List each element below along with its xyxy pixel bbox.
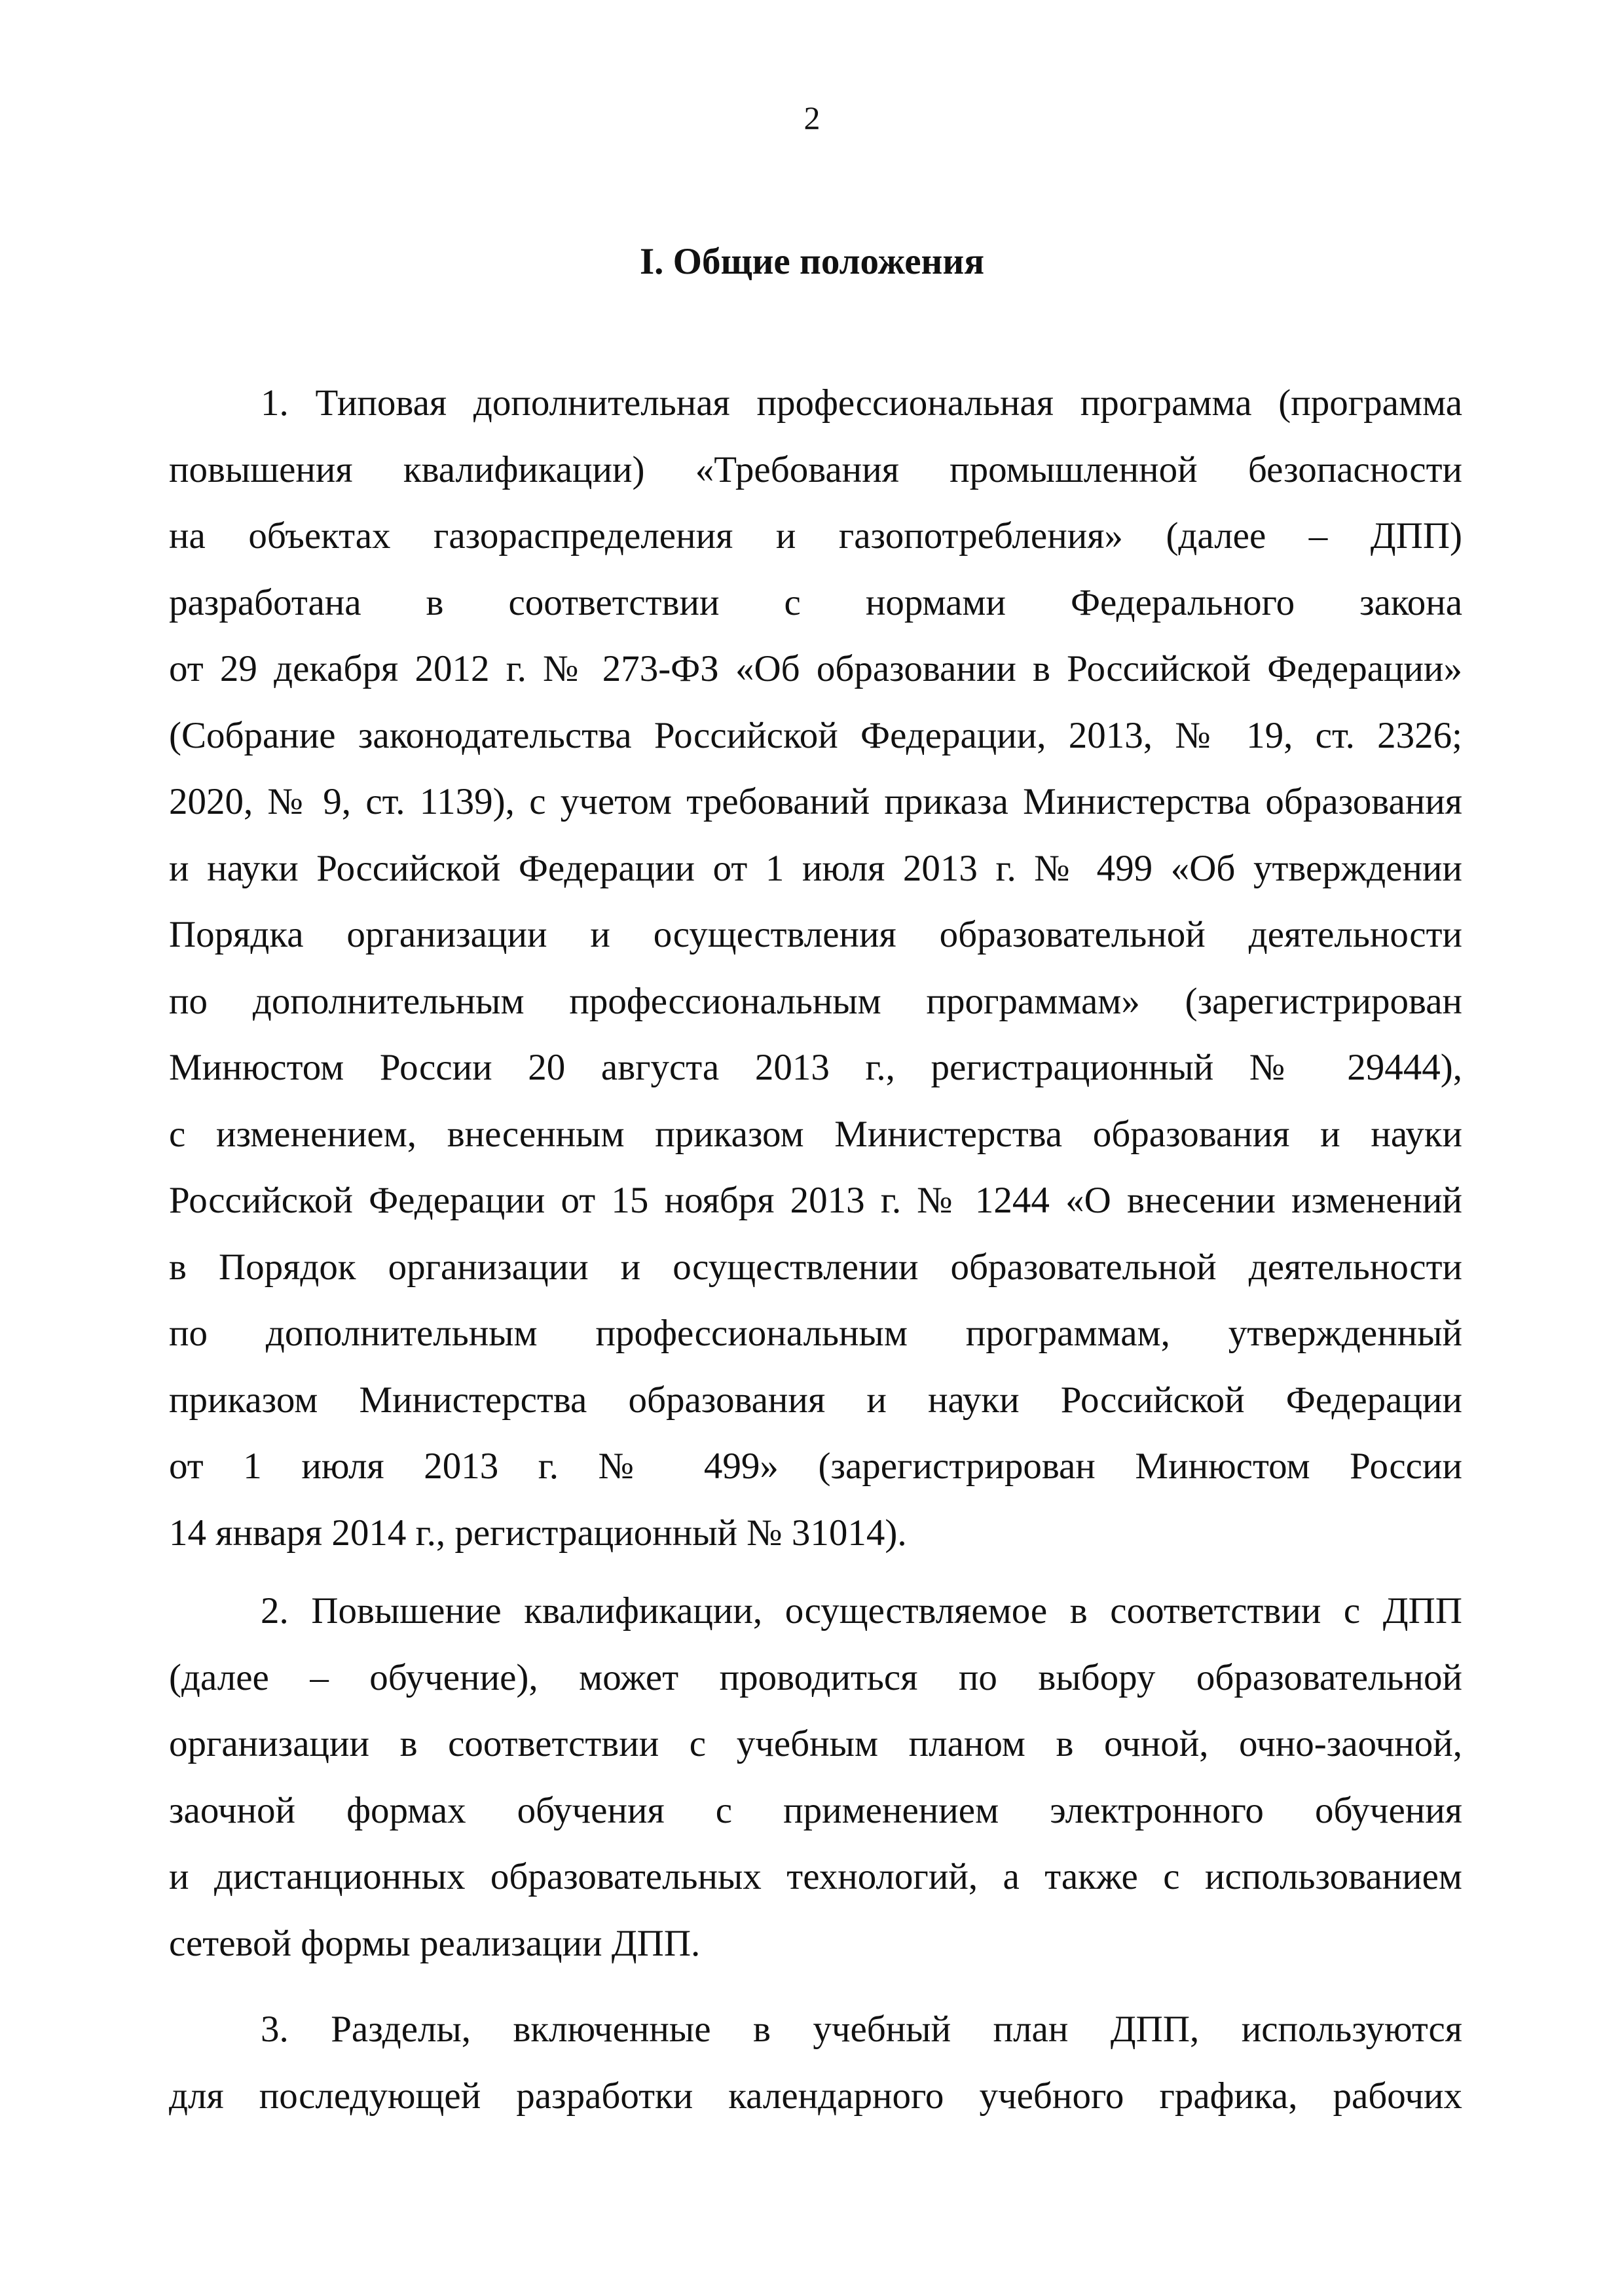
page-number: 2 xyxy=(803,100,821,136)
text-line: приказом Министерства образования и науки Российской Федерации xyxy=(169,1379,1462,1421)
text-line: 3. Разделы, включенные в учебный план ДПП, используются xyxy=(261,2009,1462,2050)
text-line: от 29 декабря 2012 г. № 273-ФЗ «Об образовании в Российской Федерации» xyxy=(169,648,1462,689)
paragraph-1 xyxy=(169,370,1462,1566)
text-line: Российской Федерации от 15 ноября 2013 г. № 1244 «О внесении изменений xyxy=(169,1180,1462,1221)
body-text xyxy=(169,370,1462,2129)
text-line: и дистанционных образовательных технологий, а также с использованием xyxy=(169,1856,1462,1897)
text-line: на объектах газораспределения и газопотребления» (далее – ДПП) xyxy=(169,515,1462,556)
text-line: по дополнительным профессиональным программам, утвержденный xyxy=(169,1313,1462,1354)
text-line: 14 января 2014 г., регистрационный № 31014). xyxy=(169,1512,907,1554)
text-line: 2020, № 9, ст. 1139), с учетом требований приказа Министерства образования xyxy=(169,781,1462,822)
text-line: 2. Повышение квалификации, осуществляемое в соответствии с ДПП xyxy=(261,1590,1462,1631)
paragraph-2 xyxy=(169,1578,1462,1977)
text-line: Порядка организации и осуществления образовательной деятельности xyxy=(169,914,1462,955)
text-line: и науки Российской Федерации от 1 июля 2013 г. № 499 «Об утверждении xyxy=(169,847,1462,889)
text-line: для последующей разработки календарного учебного графика, рабочих xyxy=(169,2075,1462,2117)
text-line: организации в соответствии с учебным планом в очной, очно-заочной, xyxy=(169,1723,1462,1764)
text-line: с изменением, внесенным приказом Министерства образования и науки xyxy=(169,1113,1462,1155)
text-line: заочной формах обучения с применением электронного обучения xyxy=(169,1789,1462,1831)
paragraph-3 xyxy=(169,1996,1462,2129)
text-line: разработана в соответствии с нормами Федерального закона xyxy=(169,581,1462,623)
text-line: (далее – обучение), может проводиться по выбору образовательной xyxy=(169,1656,1462,1698)
text-line: Минюстом России 20 августа 2013 г., регистрационный № 29444), xyxy=(169,1047,1462,1088)
text-line: сетевой формы реализации ДПП. xyxy=(169,1922,701,1964)
text-line: (Собрание законодательства Российской Федерации, 2013, № 19, ст. 2326; xyxy=(169,714,1462,756)
text-line: повышения квалификации) «Требования промышленной безопасности xyxy=(169,448,1462,490)
section-title: I. Общие положения xyxy=(639,241,985,282)
text-line: 1. Типовая дополнительная профессиональная программа (программа xyxy=(261,382,1462,424)
text-line: в Порядок организации и осуществлении образовательной деятельности xyxy=(169,1246,1462,1288)
text-line: от 1 июля 2013 г. № 499» (зарегистрирован Минюстом России xyxy=(169,1446,1462,1487)
text-line: по дополнительным профессиональным программам» (зарегистрирован xyxy=(169,980,1462,1022)
